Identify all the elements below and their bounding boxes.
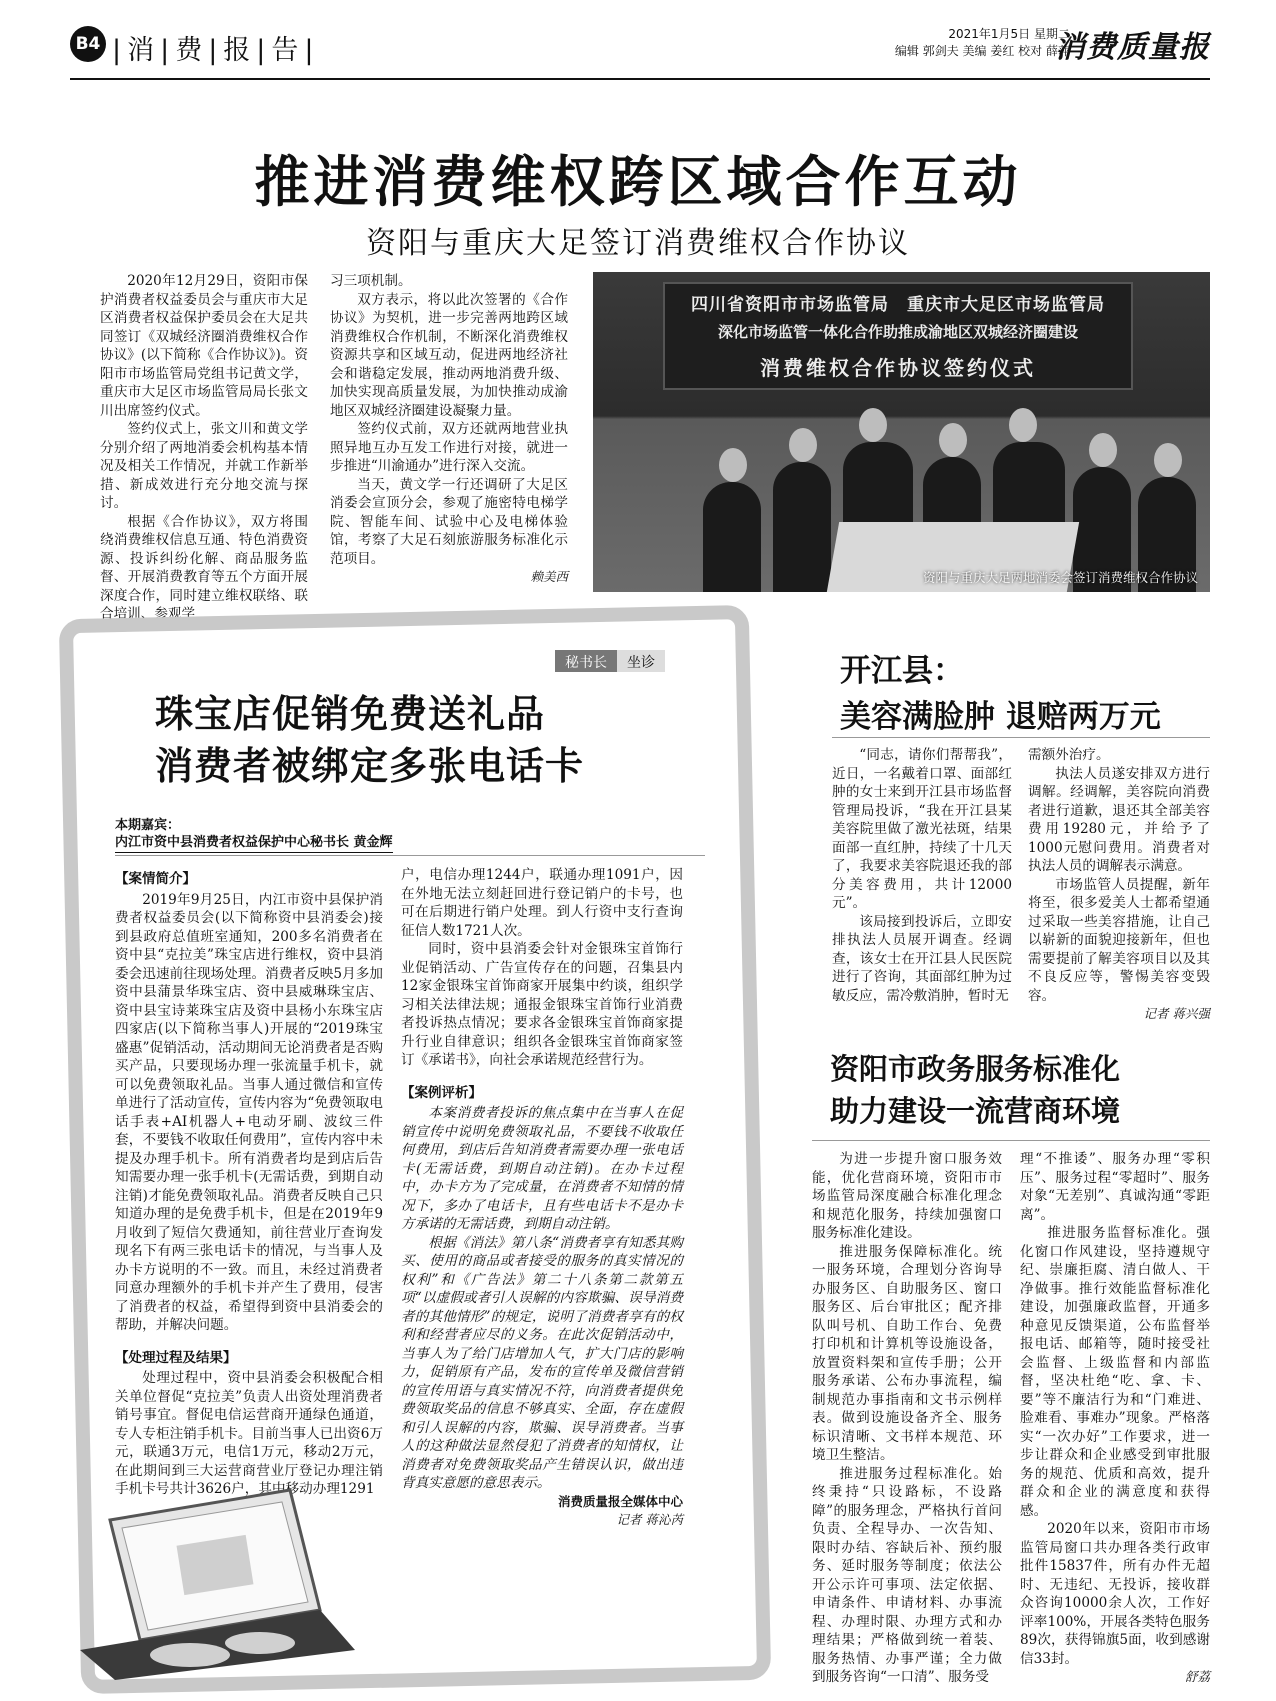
paragraph: 理“不推诿”、服务办理“零积压”、服务过程“零超时”、服务对象“无差别”、真诚沟通“零距离”。 [1020,1151,1210,1223]
banner-line-2: 深化市场监管一体化合作助推成渝地区双城经济圈建设 [717,323,1078,341]
paragraph: 推进服务保障标准化。统一服务环境，合理划分咨询导办服务区、自助服务区、窗口服务区、后台审批区；配齐排队叫号机、自助工作台、免费打印机和计算机等设施设备，放置资料架和宣传手册；公开服务承诺、公布办事流程，编制规范办事指南和文书示例样表。做到设施设备齐全、服务标识清晰、文书样本规范、环境卫生整洁。 [812,1243,1002,1463]
banner-line-1: 四川省资阳市市场监管局 重庆市大足区市场监管局 [691,295,1105,315]
case-column-1 [115,866,383,1499]
paragraph: 签约仪式上，张文川和黄文学分别介绍了两地消委会机构基本情况及相关工作情况，并就工作新举措、新成效进行充分地交流与探讨。 [100,421,308,511]
issue-date: 2021年1月5日 星期二 [948,27,1070,41]
paragraph: 习三项机制。 [330,273,412,289]
paragraph: 根据《消法》第八条“消费者享有知悉其购买、使用的商品或者接受的服务的真实情况的权利”和《广告法》第二十八条第二款第五项“以虚假或者引人误解的内容欺骗、误导消费者的其他情形”的规定，说明了消费者享有的权利和经营者应尽的义务。在此次促销活动中，当事人为了给门店增加人气，扩大门店的影响力，促销原有产品，发布的宣传单及微信营销的宣传用语与真实情况不符，向消费者提供免费领取奖品的信息不够真实、全面，存在虚假和引人误解的内容，欺骗、误导消费者。当事人的这种做法显然侵犯了消费者的知情权，让消费者对免费领取奖品产生错误认识，做出违背真实意愿的意思表示。 [401,1234,683,1491]
paragraph: 2020年以来，资阳市市场监管局窗口共办理各类行政审批件15837件，所有办件无超时、无违纪、无投诉，接收群众咨询10000余人次，工作好评率100%，开展各类特色服务89次，获得锦旗5面，收到感谢信33封。 [1020,1521,1210,1667]
paragraph: 根据《合作协议》，双方将围绕消费维权信息互通、特色消费资源、投诉纠纷化解、商品服务监督、开展消费教育等五个方面开展深度合作，同时建立维权联络、联合培训、参观学 [100,513,308,622]
paragraph: 市场监管人员提醒，新年将至，很多爱美人士都希望通过采取一些美容措施，让自己以崭新的面貌迎接新年，但也需要提前了解美容项目以及其不良反应等，警惕美容变毁容。 [1028,876,1210,1004]
ziyang-column-1 [812,1150,1002,1687]
issue-meta [895,26,1070,60]
paragraph: 2019年9月25日，内江市资中县保护消费者权益委员会(以下简称资中县消委会)接到县政府总值班室通知，200多名消费者在资中县“克拉美”珠宝店进行维权，资中县消委会迅速前往现场处理。消费者反映5月多加资中县蒲景华珠宝店、资中县威琳珠宝店、资中县宝诗莱珠宝店及资中县杨小东珠宝店四家店(以下简称当事人)开展的“2019珠宝盛惠”促销活动，活动期间无论消费者是否购买产品，只要现场办理一张流量手机卡，就可以免费领取礼品。当事人通过微信和宣传单进行了活动宣传，宣传内容为“免费领取电话手表+AI机器人+电动牙刷、波纹三件套，不要钱不收取任何费用”，宣传内容中未提及办理手机卡。所有消费者均是到店后告知需要办理一张手机卡(无需话费，到期自动注销)才能免费领取礼品。消费者反映自己只知道办理的是免费手机卡，但是在2019年9月收到了短信欠费通知，前往营业厅查询发现名下有两三张电话卡的情况，与当事人及办卡方说明的不一致。而且，未经过消费者同意办理额外的手机卡并产生了费用，侵害了消费者的权益，希望得到资中县消委会的帮助，并解决问题。 [115,891,383,1333]
page-header [70,18,1210,80]
paragraph: 处理过程中，资中县消委会积极配合相关单位督促“克拉美”负责人出资处理消费者销号事宜。督促电信运营商开通绿色通道，专人专柜注销手机卡。目前当事人已出资6万元，联通3万元，电信1万元，移动2万元，在此期间到三大运营商营业厅登记办理注销手机卡号共计3626户，其中移动办理1291 [115,1370,383,1497]
signing-ceremony-photo [593,272,1210,592]
lead-column-1 [100,272,308,624]
column-tag [555,650,665,672]
paragraph: 推进服务监督标准化。强化窗口作风建设，坚持遵规守纪、崇廉拒腐、清白做人、干净做事。推行效能监督标准化建设，加强廉政监督，开通多种意见反馈渠道，公布监督举报电话、邮箱等，随时接受社会监督、上级监督和内部监督，坚决杜绝“吃、拿、卡、要”等不廉洁行为和“门难进、脸难看、事难办”现象。严格落实“一次办好”工作要求，进一步让群众和企业感受到审批服务的规范、优质和高效，提升群众和企业的满意度和获得感。 [1020,1225,1210,1519]
case-summary-heading: 【案情简介】 [115,871,196,887]
person-figure [773,462,831,592]
divider [115,855,705,856]
guest-name: 内江市资中县消费者权益保护中心秘书长 黄金辉 [115,831,393,853]
lead-subheadline: 资阳与重庆大足签订消费维权合作协议 [366,226,910,261]
comment-heading: 【案例评析】 [401,1084,482,1101]
section-name: |消|费|报|告| [112,35,320,66]
banner-line-3: 消费维权合作协议签约仪式 [760,356,1036,380]
secretary-headline [155,688,584,792]
newspaper-masthead: 消费质量报 [1055,30,1210,65]
kaijiang-column-1 [832,746,1012,1005]
ziyang-byline: 舒荔 [1184,1669,1210,1684]
paragraph: 户，电信办理1244户，联通办理1091户，因在外地无法立刻赶回进行登记销户的卡号，也可在后期进行销户处理。到人行资中支行查询征信人数1721人次。 [401,867,683,939]
lead-column-2 [330,272,568,587]
lead-byline: 赖美西 [530,569,568,584]
ziyang-column-2 [1020,1150,1210,1687]
laptop-illustration [70,1480,360,1680]
paragraph: 2020年12月29日，资阳市保护消费者权益委员会与重庆市大足区消费者权益保护委员会在大足共同签订《双城经济圈消费维权合作协议》(以下简称《合作协议》)。资阳市市场监管局党组书记黄文学，重庆市大足区市场监管局局长张文川出席签约仪式。 [100,273,308,419]
divider [812,1140,1210,1141]
paragraph: 同时，资中县消委会针对金银珠宝首饰行业促销活动、广告宣传存在的问题，召集县内12家金银珠宝首饰商家开展集中约谈，组织学习相关法律法规；通报金银珠宝首饰行业消费者投诉热点情况；要求各金银珠宝首饰商家提升行业自律意识；组织各金银珠宝首饰商家签订《承诺书》，向社会承诺规范经营行为。 [401,941,683,1068]
paragraph: “同志，请你们帮帮我”，近日，一名戴着口罩、面部红肿的女士来到开江县市场监督管理局投诉，“我在开江县某美容院里做了激光祛斑，结果面部一直红肿，持续了十几天了，我要求美容院退还我的部分美容费用，共计12000元”。 [832,747,1012,911]
page-number-badge: B4 [70,26,106,62]
person-figure [703,482,761,592]
paragraph: 为进一步提升窗口服务效能，优化营商环境，资阳市市场监管局深度融合标准化理念和规范化服务，持续加强窗口服务标准化建设。 [812,1151,1002,1241]
headline-line-2: 美容满脸肿 退赔两万元 [840,699,1161,735]
column-tag-secretary: 秘书长 [555,650,617,672]
editors-line: 编辑 郭剑夫 美编 姜红 校对 薛萍 [894,44,1070,58]
kaijiang-byline: 记者 蒋兴强 [1143,1006,1210,1021]
ceremony-banner [663,282,1133,390]
reporter-byline: 记者 蒋沁芮 [616,1512,683,1527]
headline-line-2: 助力建设一流营商环境 [830,1094,1121,1128]
headline-line-1: 珠宝店促销免费送礼品 [155,692,546,736]
guest-label: 本期嘉宾： [115,818,181,833]
process-heading: 【处理过程及结果】 [115,1349,237,1366]
paragraph: 该局接到投诉后，立即安排执法人员展开调查。经调查，该女士在开江县人民医院进行了咨询，其面部红肿为过敏反应，需冷敷消肿，暂时无 [832,913,1012,1004]
media-center-credit: 消费质量报全媒体中心 [557,1493,683,1509]
paragraph: 双方表示，将以此次签署的《合作协议》为契机，进一步完善两地跨区域消费维权合作机制，不断深化消费维权资源共享和区域互动，促进两地经济社会和谐稳定发展，推动两地消费升级、加快实现高质量发展，为加快推动成渝地区双城经济圈建设凝聚力量。 [330,291,568,419]
headline-line-1: 资阳市政务服务标准化 [830,1052,1121,1086]
kaijiang-headline [840,648,1161,740]
lead-headline: 推进消费维权跨区域合作互动 [254,150,1022,214]
photo-caption: 资阳与重庆大足两地消委会签订消费维权合作协议 [922,570,1198,585]
divider [832,737,1210,738]
headline-line-2: 消费者被绑定多张电话卡 [155,744,585,788]
ziyang-gov-headline [830,1048,1120,1132]
paragraph: 签约仪式前，双方还就两地营业执照异地互办互发工作进行对接，就进一步推进“川渝通办”进行深入交流。 [330,421,568,474]
paragraph: 需额外治疗。 [1028,747,1110,763]
case-column-2 [401,866,683,1530]
column-tag-consult: 坐诊 [617,650,665,672]
kaijiang-column-2 [1028,746,1210,1024]
paragraph: 推进服务过程标准化。始终秉持“只设路标，不设路障”的服务理念，严格执行首问负责、全程导办、一次告知、限时办结、容缺后补、预约服务、延时服务等制度；依法公开公示许可事项、法定依据、申请条件、申请材料、办事流程、办理时限、办理方式和办理结果；严格做到统一着装、服务热情、办事严谨；全力做到服务咨询“一口清”、服务受 [812,1465,1002,1685]
paragraph: 本案消费者投诉的焦点集中在当事人在促销宣传中说明免费领取礼品，不要钱不收取任何费用，到店后告知消费者需要办理一张电话卡(无需话费，到期自动注销)。在办卡过程中，办卡方为了完成量，在消费者不知情的情况下，多办了电话卡，且有些电话卡不是办卡方承诺的无需话费，到期自动注销。 [401,1105,683,1232]
headline-line-1: 开江县： [840,653,964,689]
paragraph: 执法人员遂安排双方进行调解。经调解，美容院向消费者进行道歉，退还其全部美容费用19280元，并给予了1000元慰问费用。消费者对执法人员的调解表示满意。 [1028,765,1210,874]
paragraph: 当天，黄文学一行还调研了大足区消委会宣顶分会，参观了施密特电梯学院、智能车间、试验中心及电梯体验馆，考察了大足石刻旅游服务标准化示范项目。 [330,476,568,567]
